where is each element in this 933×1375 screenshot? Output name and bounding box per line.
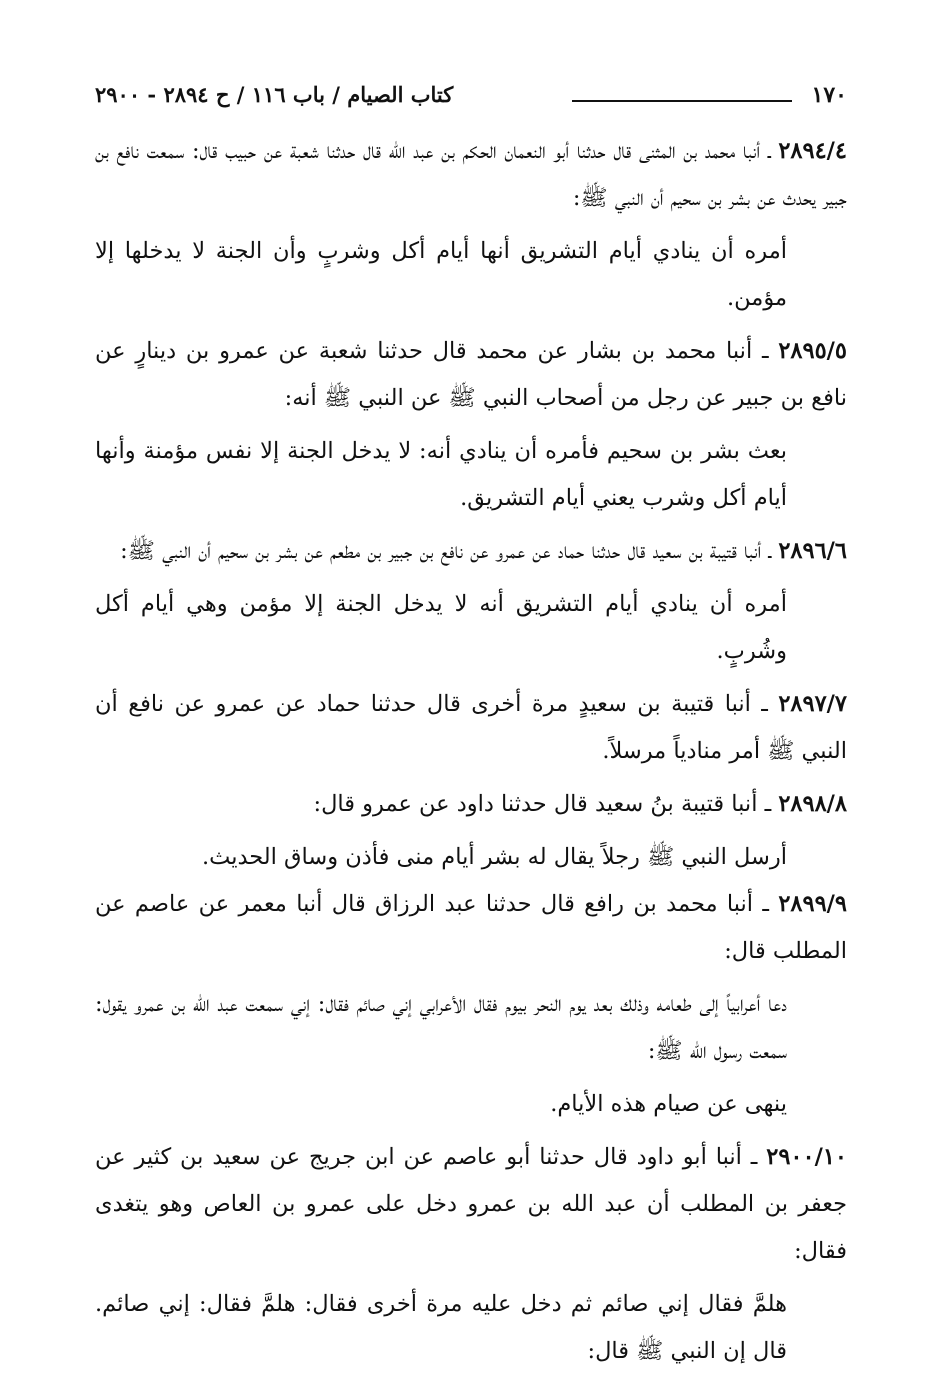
hadith-number: ٢٨٩٤/٤	[778, 138, 847, 164]
hadith-number: ٢٨٩٨/٨	[778, 791, 847, 817]
hadith-matn	[95, 581, 847, 675]
hadith-text: ـ أنبا محمد بن بشار عن محمد قال حدثنا شعبة عن عمرو بن دينارٍ عن نافع بن جبير عن رجل من أصحاب النبي ﷺ عن النبي ﷺ أنه:	[95, 338, 847, 411]
hadith-paragraph	[95, 528, 847, 575]
hadith-text: ـ أنبا محمد بن المثنى قال حدثنا أبو النعمان الحكم بن عبد الله قال حدثنا شعبة عن حبيب قال: سمعت نافع بن جبير يحدث عن بشر بن سحيم أن النبي ﷺ:	[95, 138, 847, 211]
hadith-text: أمره أن ينادي أيام التشريق أنه لا يدخل الجنة إلا مؤمن وهي أيام أكل وشُربٍ.	[95, 591, 787, 664]
hadith-text: ـ أنبا أبو داود قال حدثنا أبو عاصم عن ابن جريج عن سعيد بن كثير عن جعفر بن المطلب أن عبد الله بن عمرو دخل على عمرو بن العاص وهو يتغدى فقال:	[95, 1144, 847, 1264]
hadith-number: ٢٨٩٦/٦	[778, 538, 847, 564]
hadith-paragraph	[95, 681, 847, 775]
hadith-number: ٢٨٩٥/٥	[778, 338, 847, 364]
hadith-text: أمره أن ينادي أيام التشريق أنها أيام أكل وشربٍ وأن الجنة لا يدخلها إلا مؤمن.	[95, 238, 787, 311]
hadith-matn	[95, 834, 847, 881]
page-number: ١٧٠	[811, 82, 847, 108]
hadith-paragraph	[95, 328, 847, 422]
header-rule	[572, 100, 792, 102]
hadith-number: ٢٩٠٠/١٠	[766, 1144, 847, 1170]
hadith-text: هلمَّ فقال إني صائم ثم دخل عليه مرة أخرى فقال: هلمَّ فقال: إني صائم. قال إن النبي ﷺ قال:	[95, 1291, 787, 1364]
hadith-text: ينهى عن صيام هذه الأيام.	[550, 1091, 787, 1117]
hadith-text: بعث بشر بن سحيم فأمره أن ينادي أنه: لا يدخل الجنة إلا نفس مؤمنة وأنها أيام أكل وشرب يعني أيام التشريق.	[95, 438, 787, 511]
hadith-number: ٢٨٩٩/٩	[778, 891, 847, 917]
page-header	[95, 78, 847, 118]
hadith-paragraph	[95, 781, 847, 828]
hadith-matn	[95, 1081, 847, 1128]
hadith-text: أرسل النبي ﷺ رجلاً يقال له بشر أيام منى فأذن وساق الحديث.	[201, 844, 787, 870]
hadith-text-body	[95, 128, 847, 1375]
hadith-matn	[95, 228, 847, 322]
hadith-matn	[95, 981, 847, 1075]
hadith-matn	[95, 428, 847, 522]
hadith-text: ـ أنبا قتيبة بن سعيدٍ مرة أخرى قال حدثنا حماد عن عمرو عن نافع أن النبي ﷺ أمر منادياً مرسلاً.	[95, 691, 847, 764]
hadith-paragraph	[95, 1134, 847, 1275]
hadith-number: ٢٨٩٧/٧	[778, 691, 847, 717]
running-title: كتاب الصيام / باب ١١٦ / ح ٢٨٩٤ - ٢٩٠٠	[95, 82, 454, 107]
hadith-matn	[95, 1281, 847, 1375]
hadith-paragraph	[95, 881, 847, 975]
hadith-text: ـ أنبا قتيبة بن سعيد قال حدثنا حماد عن عمرو عن نافع بن جبير بن مطعم عن بشر بن سحيم أن النبي ﷺ:	[120, 538, 779, 564]
hadith-text: ـ أنبا قتيبة بنُ سعيد قال حدثنا داود عن عمرو قال:	[313, 791, 779, 817]
hadith-text: دعا أعرابياً إلى طعامه وذلك بعد يوم النحر بيوم فقال الأعرابي إني صائم فقال: إني سمعت عبد الله بن عمرو يقول: سمعت رسول الله ﷺ:	[95, 991, 787, 1064]
hadith-paragraph	[95, 128, 847, 222]
hadith-text: ـ أنبا محمد بن رافع قال حدثنا عبد الرزاق قال أنبا معمر عن عاصم عن المطلب قال:	[95, 891, 847, 964]
